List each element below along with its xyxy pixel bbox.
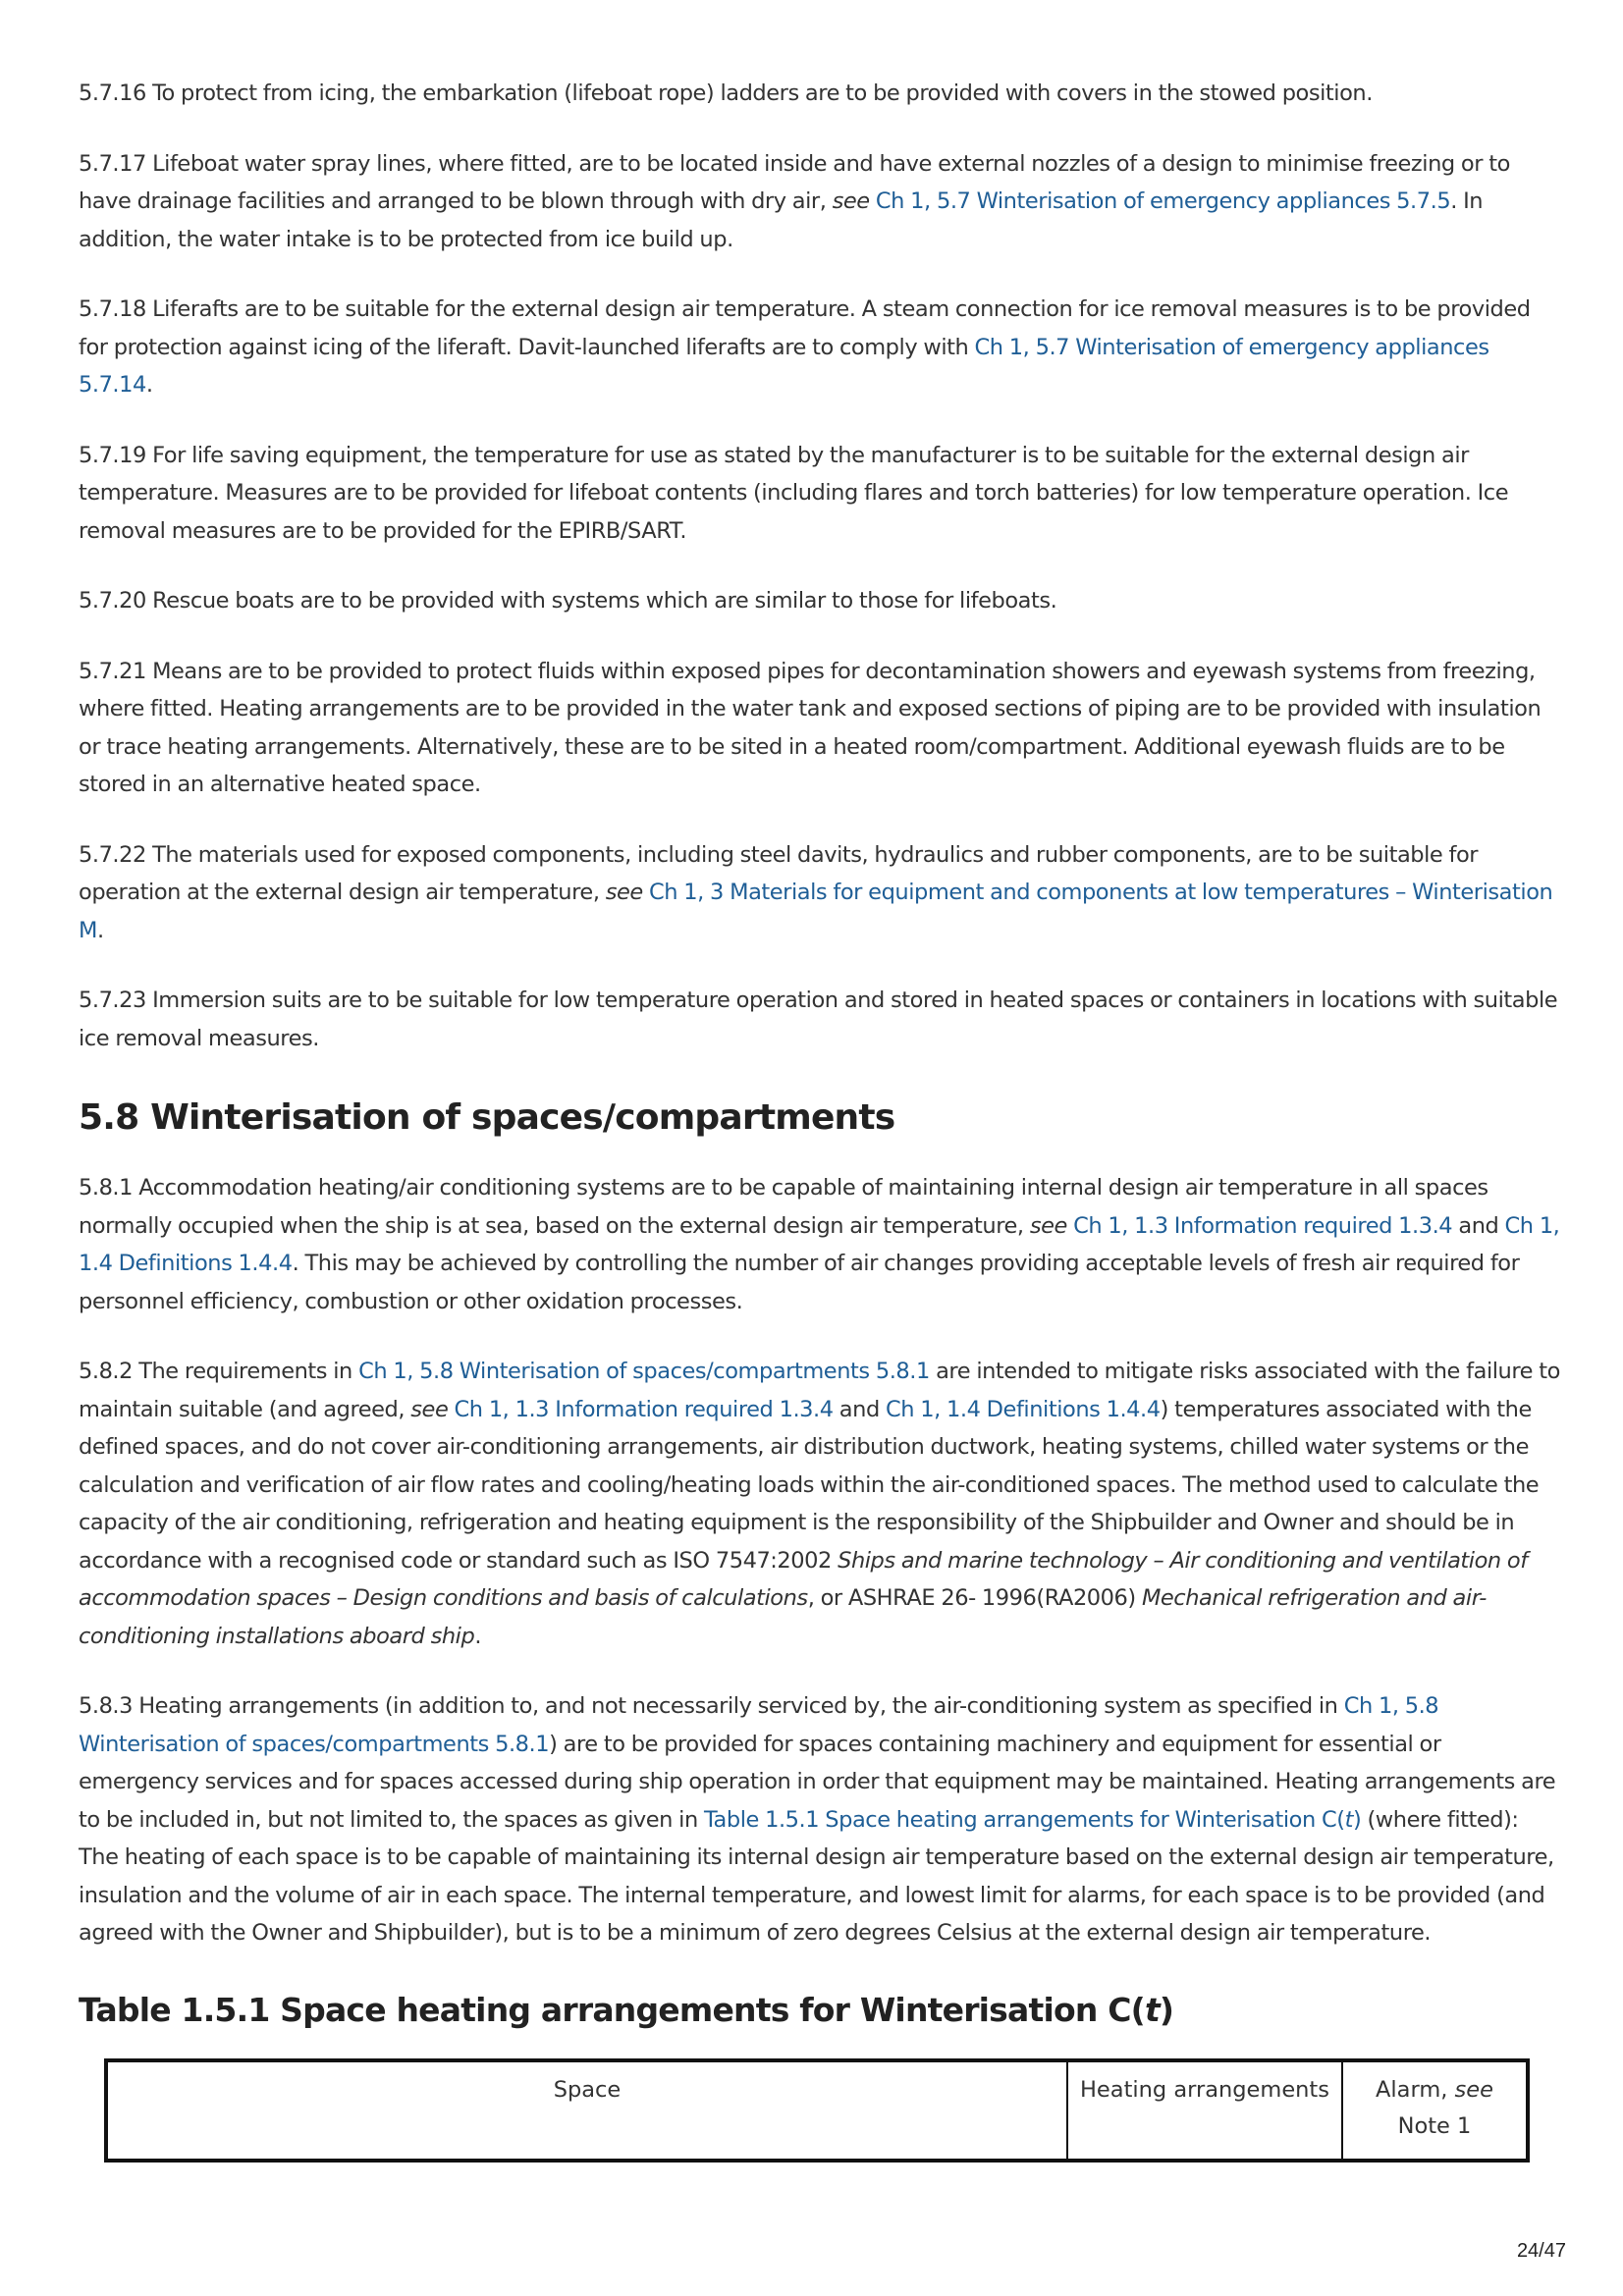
paragraph-5-7-16 — [79, 75, 1561, 113]
link-ch1-1-4-4[interactable]: Ch 1, 1.4 Definitions 1.4.4 — [886, 1396, 1161, 1422]
table-title — [79, 1990, 1561, 2031]
link-text: ) — [1352, 1806, 1362, 1833]
paragraph-text: 5.8.2 The requirements in — [79, 1359, 359, 1384]
paragraph-text: 5.7.16 To protect from icing, the embarkation (lifeboat rope) ladders are to be provided with covers in the stowed position. — [79, 80, 1373, 106]
column-header-heating: Heating arrangements — [1067, 2060, 1342, 2161]
see-text: see — [832, 188, 870, 214]
table-title-text: Table 1.5.1 Space heating arrangements for Winterisation C( — [79, 1990, 1145, 2029]
paragraph-text: . This may be achieved by controlling the number of air changes providing acceptable levels of fresh air required for personnel efficiency, combustion or other oxidation processes. — [79, 1251, 1520, 1314]
paragraph-text: 5.7.19 For life saving equipment, the temperature for use as stated by the manufacturer is to be suitable for the external design air temperature. Measures are to be provided for lifeboat contents (including flares and torch batteries) for low temperature operation. Ice removal measures are to be provided for the EPIRB/SART. — [79, 442, 1509, 544]
paragraph-text: (where fitted): The heating of each space is to be capable of maintaining its internal design air temperature based on the external design air temperature, insulation and the volume of air in each space. The internal temperature, and lowest limit for alarms, for each space is to be provided (and agreed with the Owner and Shipbuilder), but is to be a minimum of zero degrees Celsius at the external design air temperature. — [79, 1806, 1554, 1946]
paragraph-text: and — [1452, 1212, 1505, 1239]
paragraph-5-7-23 — [79, 982, 1561, 1057]
paragraph-text: 5.7.17 Lifeboat water spray lines, where fitted, are to be located inside and have external nozzles of a design to minimise freezing or to have drainage facilities and arranged to be blown through with dry air, — [79, 150, 1510, 214]
see-text: see — [1454, 2076, 1493, 2103]
link-ch1-5-7-14[interactable]: Ch 1, 5.7 Winterisation of emergency appliances 5.7.14 — [79, 334, 1489, 398]
paragraph-text: 5.7.18 Liferafts are to be suitable for the external design air temperature. A steam connection for ice removal measures is to be provided for protection against icing of the liferaft. Davit-launched liferafts are to comply with — [79, 296, 1531, 360]
link-ch1-3-materials[interactable]: Ch 1, 3 Materials for equipment and components at low temperatures – Winterisation M — [79, 880, 1553, 943]
see-text: see — [1029, 1212, 1067, 1239]
paragraph-5-7-18 — [79, 291, 1561, 404]
paragraph-text: , or ASHRAE 26- 1996(RA2006) — [807, 1585, 1142, 1611]
paragraph-5-7-20 — [79, 582, 1561, 620]
link-ch1-5-8-1[interactable]: Ch 1, 5.8 Winterisation of spaces/compartments 5.8.1 — [79, 1693, 1439, 1757]
document-body — [79, 75, 1561, 2163]
link-ch1-1-4-4[interactable]: Ch 1, 1.4 Definitions 1.4.4 — [79, 1212, 1560, 1276]
section-heading-5-8: 5.8 Winterisation of spaces/compartments — [79, 1097, 895, 1138]
paragraph-text: ) are to be provided for spaces containing machinery and equipment for essential or emergency services and for spaces accessed during ship operation in order that equipment may be maintained. Heating arrangements are to be included in, but not limited to, the spaces as given in — [79, 1731, 1556, 1833]
paragraph-text: 5.7.22 The materials used for exposed components, including steel davits, hydraulics and rubber components, are to be suitable for operation at the external design air temperature, — [79, 841, 1479, 905]
link-ch1-5-7-5[interactable]: Ch 1, 5.7 Winterisation of emergency appliances 5.7.5 — [875, 188, 1451, 214]
paragraph-5-8-1 — [79, 1169, 1561, 1320]
link-ch1-1-3-4[interactable]: Ch 1, 1.3 Information required 1.3.4 — [1073, 1212, 1453, 1239]
space-heating-table — [104, 2058, 1530, 2163]
iso-standard-title: Ships and marine technology – Air conditioning and ventilation of accommodation spaces – Design conditions and basis of calculations — [79, 1547, 1528, 1611]
paragraph-5-8-2 — [79, 1353, 1561, 1655]
column-header-alarm — [1342, 2060, 1528, 2161]
header-text: Note 1 — [1397, 2112, 1472, 2139]
paragraph-text: . — [145, 372, 153, 398]
paragraph-text: are intended to mitigate risks associated with the failure to maintain suitable (and agreed, — [79, 1359, 1560, 1422]
paragraph-text: ) temperatures associated with the defined spaces, and do not cover air-conditioning arrangements, air distribution ductwork, heating systems, chilled water systems or the calculation and verification of air flow rates and cooling/heating loads within the air-conditioned spaces. The method used to calculate the capacity of the air conditioning, refrigeration and heating equipment is the responsibility of the Shipbuilder and Owner and should be in accordance with a recognised code or standard such as ISO 7547:2002 — [79, 1396, 1540, 1574]
paragraph-text: 5.7.21 Means are to be provided to protect fluids within exposed pipes for decontamination showers and eyewash systems from freezing, where fitted. Heating arrangements are to be provided in the water tank and exposed sections of piping are to be provided with insulation or trace heating arrangements. Alternatively, these are to be sited in a heated room/compartment. Additional eyewash fluids are to be stored in an alternative heated space. — [79, 658, 1542, 797]
paragraph-text: and — [833, 1396, 886, 1422]
paragraph-text: . — [96, 917, 104, 943]
ashrae-standard-title: Mechanical refrigeration and air-conditioning installations aboard ship — [79, 1585, 1487, 1649]
table-header-row — [106, 2060, 1528, 2161]
table-title-italic: t — [1144, 1990, 1160, 2029]
paragraph-text: 5.7.20 Rescue boats are to be provided with systems which are similar to those for lifeboats. — [79, 588, 1057, 614]
link-table-1-5-1[interactable] — [704, 1807, 1361, 1833]
see-text: see — [605, 880, 643, 905]
paragraph-text: . — [474, 1623, 482, 1649]
paragraph-5-7-17 — [79, 145, 1561, 259]
page-number: 24/47 — [1516, 2240, 1566, 2262]
paragraph-5-7-21 — [79, 653, 1561, 804]
column-header-space: Space — [106, 2060, 1067, 2161]
paragraph-5-8-3 — [79, 1687, 1561, 1952]
link-text-italic: t — [1344, 1806, 1353, 1833]
link-text: Table 1.5.1 Space heating arrangements for Winterisation C( — [703, 1806, 1345, 1833]
see-text: see — [410, 1396, 449, 1422]
link-ch1-1-3-4[interactable]: Ch 1, 1.3 Information required 1.3.4 — [454, 1396, 834, 1422]
header-text: Alarm, — [1376, 2076, 1455, 2103]
table-title-text: ) — [1159, 1990, 1174, 2029]
link-ch1-5-8-1[interactable]: Ch 1, 5.8 Winterisation of spaces/compartments 5.8.1 — [358, 1359, 930, 1384]
paragraph-text: 5.7.23 Immersion suits are to be suitable for low temperature operation and stored in heated spaces or containers in locations with suitable ice removal measures. — [79, 988, 1558, 1051]
paragraph-text: 5.8.1 Accommodation heating/air conditioning systems are to be capable of maintaining internal design air temperature in all spaces normally occupied when the ship is at sea, based on the external design air temperature, — [79, 1175, 1488, 1239]
paragraph-5-7-22 — [79, 836, 1561, 950]
paragraph-text: . In addition, the water intake is to be protected from ice build up. — [79, 188, 1484, 252]
paragraph-text: 5.8.3 Heating arrangements (in addition to, and not necessarily serviced by, the air-conditioning system as specified in — [79, 1693, 1344, 1719]
paragraph-5-7-19 — [79, 437, 1561, 551]
